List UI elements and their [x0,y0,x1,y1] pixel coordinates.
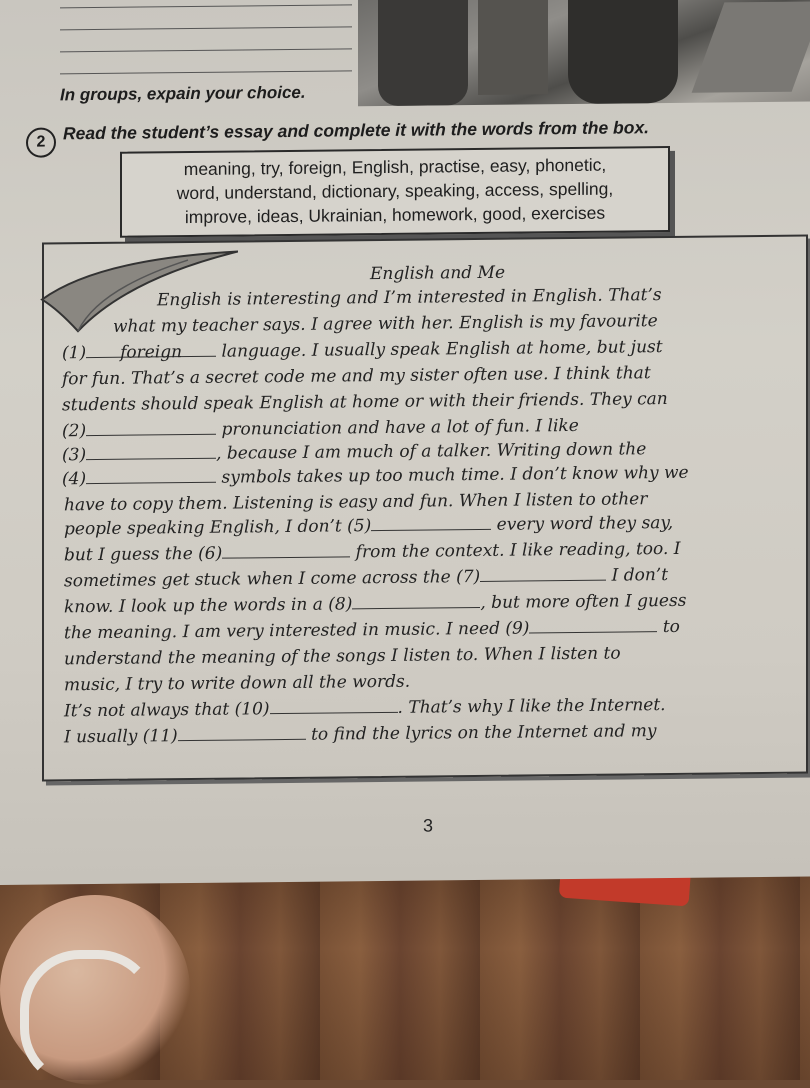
word-box-line: word, understand, dictionary, speaking, access, spelling, [176,178,614,204]
answer-line [60,26,352,30]
essay-line: music, I try to write down all the words. [64,671,411,696]
answer-blank-7[interactable] [480,566,606,582]
essay-line-text: to find the lyrics on the Internet and my [311,721,657,745]
answer-blank-5[interactable] [371,515,491,531]
word-box-line: improve, ideas, Ukrainian, homework, good, exercises [184,202,606,228]
answer-blank-11[interactable] [178,725,306,741]
essay-line: English is interesting and I’m interested in English. That’s [157,285,662,311]
essay-line-text: know. I look up the words in a (8) [64,594,353,618]
answer-blank-8[interactable] [352,593,480,609]
essay-line-text: , but more often I guess [480,590,687,613]
word-box [120,146,670,238]
essay-line-text: It’s not always that (10) [64,699,270,722]
essay-line-text: , because I am much of a talker. Writing down the [216,439,647,464]
essay-line: students should speak English at home or with their friends. They can [62,389,668,416]
essay-line: have to copy them. Listening is easy and fun. When I listen to other [64,489,648,516]
essay-line-text: I usually (11) [64,726,178,748]
answer-blank-1[interactable]: foreign [86,342,216,358]
answer-blank-4[interactable] [86,468,216,484]
task-number: 2 [26,127,56,157]
page-number: 3 [423,815,434,836]
word-box-line: meaning, try, foreign, English, practise, easy, phonetic, [183,154,607,180]
textbook-photo [358,0,810,106]
answer-blank-10[interactable] [270,698,398,714]
essay-line: what my teacher says. I agree with her. English is my favourite [113,311,658,337]
groups-instruction: In groups, expain your choice. [60,82,306,105]
essay-line: understand the meaning of the songs I listen to. When I listen to [64,643,621,670]
blank-number: (1) [62,343,87,364]
essay-line-text: but I guess the (6) [64,543,223,566]
essay-line-text: . That’s why I like the Internet. [397,695,666,718]
answer-line [60,70,352,74]
answer-blank-2[interactable] [86,420,216,436]
essay-line-text: people speaking English, I don’t (5) [64,516,372,540]
sandal-strap [20,950,158,1088]
essay-line-text: symbols takes up too much time. I don’t know why we [221,462,689,488]
answer-blank-6[interactable] [222,542,350,558]
answer-line [60,4,352,8]
essay-line-text: pronunciation and have a lot of fun. I like [221,415,579,440]
essay-line-text: the meaning. I am very interested in music. I need (9) [64,618,530,644]
essay-line-text: to [662,616,680,638]
answer-line [60,48,352,52]
task-instruction: Read the student’s essay and complete it with the words from the box. [63,117,650,144]
essay-line-text: I don’t [611,565,669,586]
essay-line-text: every word they say, [496,512,674,535]
blank-number: (2) [62,421,87,442]
essay-line: for fun. That’s a secret code me and my sister often use. I think that [62,363,651,390]
essay-line-text: sometimes get stuck when I come across the (7) [64,566,481,592]
blank-number: (4) [62,469,87,490]
essay-line-text: from the context. I like reading, too. I [355,538,681,563]
blank-number: (3) [62,445,87,466]
answer-blank-3[interactable] [86,444,216,460]
essay-title: English and Me [370,262,506,285]
answer-blank-9[interactable] [529,617,657,633]
essay-line-text: language. I usually speak English at home, but just [221,337,663,362]
